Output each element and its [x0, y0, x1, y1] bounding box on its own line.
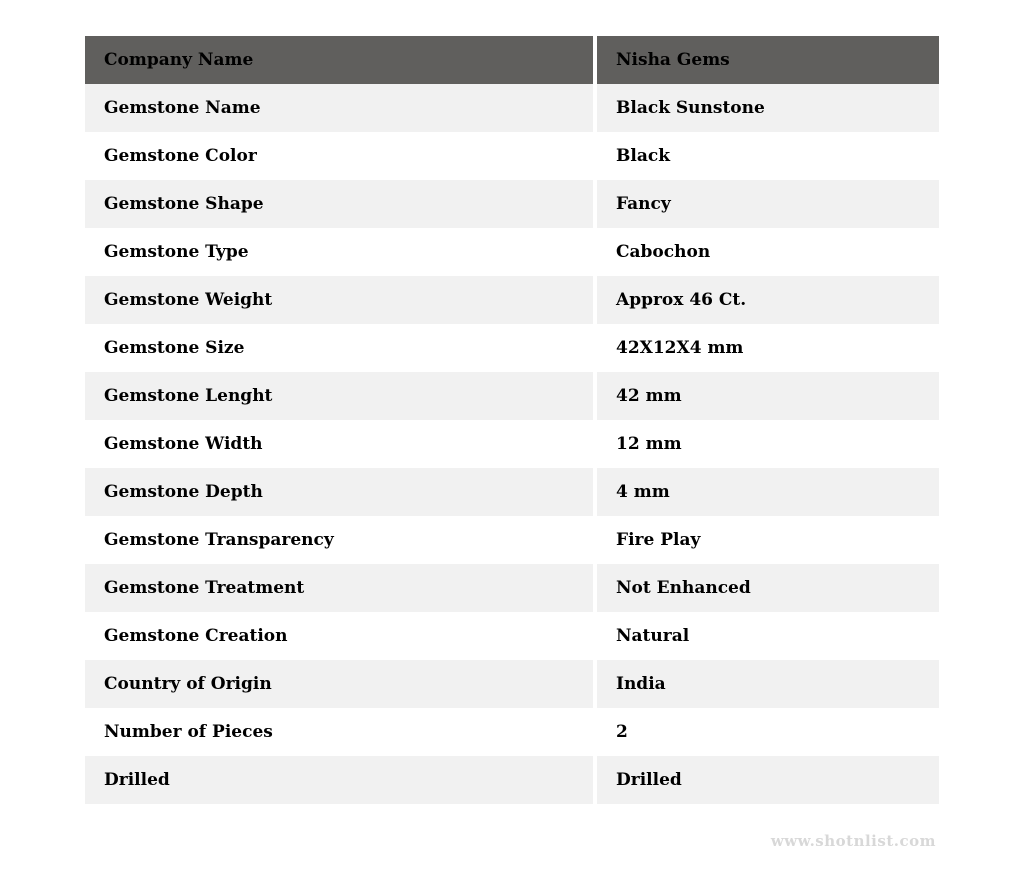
row-value-cell: 42X12X4 mm — [597, 324, 939, 372]
table-row — [85, 708, 939, 756]
row-value-cell: Fire Play — [597, 516, 939, 564]
row-value-cell: 42 mm — [597, 372, 939, 420]
table-row — [85, 756, 939, 804]
row-label-cell: Gemstone Color — [85, 132, 593, 180]
watermark: www.shotnlist.com — [770, 832, 936, 850]
table-row — [85, 516, 939, 564]
table-header-row — [85, 36, 939, 84]
row-value-cell: Fancy — [597, 180, 939, 228]
row-label-cell: Gemstone Depth — [85, 468, 593, 516]
row-label-cell: Gemstone Type — [85, 228, 593, 276]
header-label-cell: Company Name — [85, 36, 593, 84]
table-row — [85, 228, 939, 276]
row-label-cell: Gemstone Creation — [85, 612, 593, 660]
row-value-cell: Drilled — [597, 756, 939, 804]
table-body — [85, 84, 939, 804]
table-row — [85, 468, 939, 516]
row-value-cell: Natural — [597, 612, 939, 660]
row-value-cell: 2 — [597, 708, 939, 756]
table-row — [85, 420, 939, 468]
spec-table — [85, 36, 939, 804]
row-value-cell: Black Sunstone — [597, 84, 939, 132]
row-value-cell: Not Enhanced — [597, 564, 939, 612]
row-value-cell: 4 mm — [597, 468, 939, 516]
row-label-cell: Drilled — [85, 756, 593, 804]
row-label-cell: Gemstone Transparency — [85, 516, 593, 564]
row-value-cell: 12 mm — [597, 420, 939, 468]
row-value-cell: Approx 46 Ct. — [597, 276, 939, 324]
table-row — [85, 564, 939, 612]
table-row — [85, 132, 939, 180]
table-row — [85, 84, 939, 132]
table-row — [85, 324, 939, 372]
table-row — [85, 276, 939, 324]
row-label-cell: Gemstone Name — [85, 84, 593, 132]
row-label-cell: Gemstone Size — [85, 324, 593, 372]
row-value-cell: Black — [597, 132, 939, 180]
row-value-cell: Cabochon — [597, 228, 939, 276]
row-label-cell: Number of Pieces — [85, 708, 593, 756]
header-value-cell: Nisha Gems — [597, 36, 939, 84]
row-label-cell: Gemstone Width — [85, 420, 593, 468]
row-label-cell: Gemstone Weight — [85, 276, 593, 324]
table-row — [85, 180, 939, 228]
table-row — [85, 372, 939, 420]
table-row — [85, 612, 939, 660]
row-value-cell: India — [597, 660, 939, 708]
table-row — [85, 660, 939, 708]
row-label-cell: Gemstone Lenght — [85, 372, 593, 420]
row-label-cell: Country of Origin — [85, 660, 593, 708]
row-label-cell: Gemstone Shape — [85, 180, 593, 228]
row-label-cell: Gemstone Treatment — [85, 564, 593, 612]
